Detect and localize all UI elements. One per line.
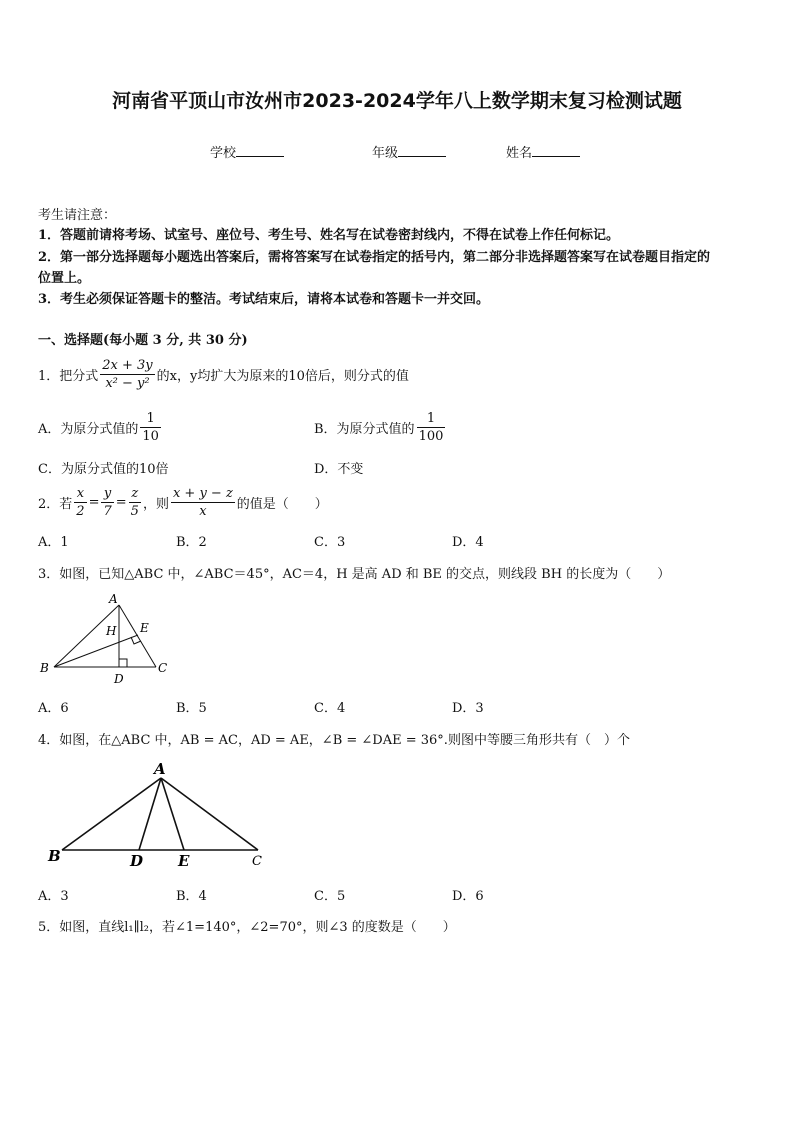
q3-option-d: D．3 [452,701,484,716]
q1-denominator: x² − y² [105,376,150,391]
label-c: C [252,854,262,869]
school-field [210,142,284,161]
q2-prefix: 2．若 [38,497,73,512]
notice-item: 1．答题前请将考场、试室号、座位号、考生号、姓名写在试卷密封线内，不得在试卷上作任何标记。 [38,228,620,243]
q1-fraction [100,357,154,392]
label-a: A [109,592,118,606]
question-2 [38,485,328,520]
option-text: B．为原分式值的 [314,422,415,437]
label-d: D [130,852,144,870]
label-e: E [140,621,149,635]
fraction-numerator: 1 [417,410,446,428]
notice-item: 3．考生必须保证答题卡的整洁。考试结束后，请将本试卷和答题卡一并交回。 [38,292,490,307]
label-c: C [158,661,168,675]
label-h: H [106,624,117,638]
q4-option-b: B．4 [176,889,207,904]
name-blank [532,144,580,157]
q2-fraction-expr [171,485,235,520]
segment-ae [161,778,184,850]
option-fraction [417,410,446,445]
q2-fraction-x [74,485,86,520]
q3-option-c: C．4 [314,701,346,716]
grade-blank [398,144,446,157]
q2-option-b: B．2 [176,535,207,550]
fraction-denominator: 10 [142,429,159,444]
equals-sign: = [88,495,100,510]
altitude-be [54,635,138,667]
school-label: 学校 [210,146,237,161]
label-b: B [40,661,49,675]
q1-option-c: C．为原分式值的10倍 [38,462,169,477]
fraction-denominator: 100 [418,429,444,444]
notice-item: 2．第一部分选择题每小题选出答案后，需将答案写在试卷指定的括号内，第二部分非选择题答案写在试卷题目指定的 [38,250,711,265]
q4-option-d: D．6 [452,889,484,904]
q4-triangle-figure [44,758,274,870]
fraction-numerator: y [101,485,113,503]
label-a: A [154,760,166,778]
q2-fraction-z [129,485,141,520]
q3-triangle-figure [36,590,176,686]
q2-fraction-y [101,485,113,520]
q3-option-b: B．5 [176,701,207,716]
school-blank [236,144,284,157]
q1-option-a [38,410,163,445]
fraction-numerator: x + y − z [172,486,233,501]
notice-item: 位置上。 [38,271,91,286]
option-text: A．为原分式值的 [38,422,139,437]
equals-sign: = [115,495,127,510]
label-e: E [178,852,190,870]
question-1 [38,357,409,392]
notice-heading: 考生请注意： [38,208,117,223]
question-5: 5．如图，直线l₁∥l₂，若∠1=140°，∠2=70°，则∠3 的度数是（ ） [38,920,456,935]
page-title: 河南省平顶山市汝州市2023-2024学年八上数学期末复习检测试题 [112,90,682,112]
right-angle-mark-e [131,637,141,644]
q3-option-a: A．6 [38,701,69,716]
q4-option-c: C．5 [314,889,346,904]
q2-suffix: 的值是（ ） [236,497,328,512]
question-3: 3．如图，已知△ABC 中，∠ABC＝45°，AC＝4，H 是高 AD 和 BE 的交点，则线段 BH 的长度为（ ） [38,567,671,582]
q1-option-d: D．不变 [314,462,364,477]
fraction-numerator: z [129,485,141,503]
section-heading: 一、选择题(每小题 3 分, 共 30 分) [38,333,248,348]
q2-mid: ，则 [142,497,169,512]
right-angle-mark-d [119,659,127,667]
name-label: 姓名 [506,146,533,161]
q1-suffix: 的x，y均扩大为原来的10倍后，则分式的值 [156,369,409,384]
segment-ab [62,778,161,850]
option-fraction [140,410,161,445]
segment-ac [161,778,258,850]
q2-option-a: A．1 [38,535,69,550]
q2-option-c: C．3 [314,535,346,550]
q4-option-a: A．3 [38,889,69,904]
label-d: D [114,672,124,686]
fraction-numerator: x [74,485,86,503]
fraction-denominator: x [199,504,207,519]
segment-ad [139,778,161,850]
name-field [506,142,580,161]
segment-ac [119,605,156,667]
fraction-denominator: 7 [103,504,112,519]
q1-prefix: 1．把分式 [38,369,99,384]
fraction-numerator: 1 [140,410,161,428]
fraction-denominator: 5 [130,504,139,519]
q1-option-b [314,410,447,445]
q2-option-d: D．4 [452,535,484,550]
grade-field [372,142,446,161]
label-b: B [48,847,61,865]
fraction-denominator: 2 [76,504,85,519]
question-4: 4．如图，在△ABC 中，AB = AC，AD = AE，∠B = ∠DAE = 36°.则图中等腰三角形共有（ ）个 [38,733,630,748]
q1-numerator: 2x + 3y [102,358,153,373]
grade-label: 年级 [372,146,399,161]
